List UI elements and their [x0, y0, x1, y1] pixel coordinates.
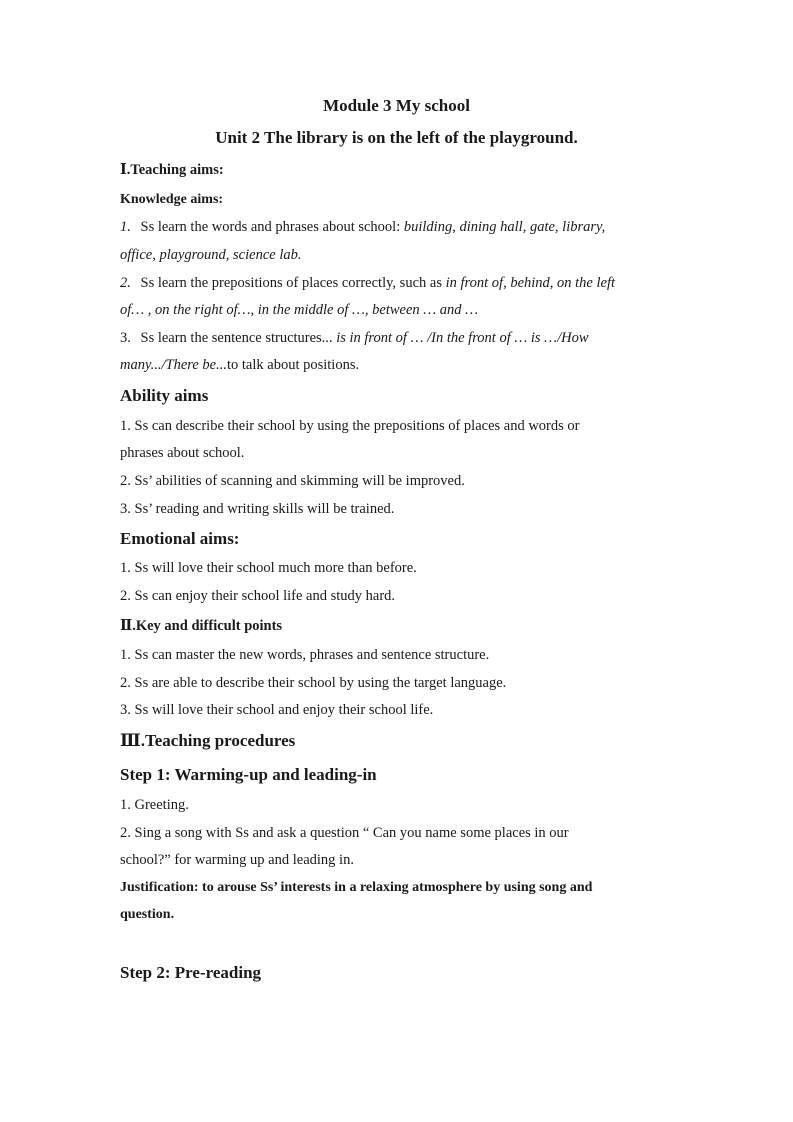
knowledge-item-2-cont: of… , on the right of…, in the middle of …, between … and …: [120, 302, 479, 318]
step2-heading: Step 2: Pre-reading: [120, 963, 262, 982]
ability-item-2: 2. Ss’ abilities of scanning and skimming will be improved.: [120, 473, 465, 489]
key-item-1: 1. Ss can master the new words, phrases and sentence structure.: [120, 647, 490, 663]
knowledge-item-2: [120, 275, 680, 292]
item-number: 3.: [120, 330, 131, 346]
justification: Justification: to arouse Ss’ interests in a relaxing atmosphere by using song and: [120, 880, 593, 895]
teaching-aims-heading: Ⅰ.Teaching aims:: [120, 162, 224, 178]
item-text: Ss learn the prepositions of places correctly, such as: [140, 275, 442, 291]
module-title: Module 3 My school: [323, 96, 470, 115]
knowledge-item-1: [120, 219, 680, 236]
item-text: Ss learn the sentence structures...: [140, 330, 333, 346]
item-structures: is in front of … /In the front of … is …/How: [336, 330, 589, 346]
item-words: building, dining hall, gate, library,: [403, 219, 606, 235]
emotional-item-1: 1. Ss will love their school much more than before.: [120, 560, 417, 576]
ability-aims-heading: Ability aims: [120, 386, 209, 405]
justification-cont: question.: [120, 907, 175, 922]
step1-item-2: 2. Sing a song with Ss and ask a question “ Can you name some places in our: [120, 825, 569, 841]
knowledge-item-3: [120, 330, 680, 347]
item-phrases: in front of, behind, on the left: [445, 275, 616, 291]
item-structures-cont: many.../There be...: [120, 357, 227, 373]
key-item-3: 3. Ss will love their school and enjoy their school life.: [120, 702, 434, 718]
knowledge-item-1-cont: office, playground, science lab.: [120, 247, 302, 263]
key-points-heading: Ⅱ.Key and difficult points: [120, 618, 283, 634]
emotional-item-2: 2. Ss can enjoy their school life and study hard.: [120, 588, 396, 604]
item-text: Ss learn the words and phrases about school:: [140, 219, 401, 235]
key-item-2: 2. Ss are able to describe their school by using the target language.: [120, 675, 507, 691]
knowledge-aims-heading: Knowledge aims:: [120, 192, 224, 207]
unit-title: Unit 2 The library is on the left of the playground.: [215, 128, 578, 147]
step1-heading: Step 1: Warming-up and leading-in: [120, 765, 377, 784]
ability-item-3: 3. Ss’ reading and writing skills will be trained.: [120, 501, 395, 517]
step1-item-1: 1. Greeting.: [120, 797, 189, 813]
ability-item-1-cont: phrases about school.: [120, 445, 245, 461]
item-number: 2.: [120, 275, 131, 291]
knowledge-item-3-cont: [120, 357, 680, 374]
step1-item-2-cont: school?” for warming up and leading in.: [120, 852, 354, 868]
item-tail: to talk about positions.: [227, 357, 360, 373]
emotional-aims-heading: Emotional aims:: [120, 529, 240, 548]
procedures-heading: Ⅲ.Teaching procedures: [120, 731, 296, 750]
ability-item-1: 1. Ss can describe their school by using the prepositions of places and words or: [120, 418, 580, 434]
item-number: 1.: [120, 219, 131, 235]
